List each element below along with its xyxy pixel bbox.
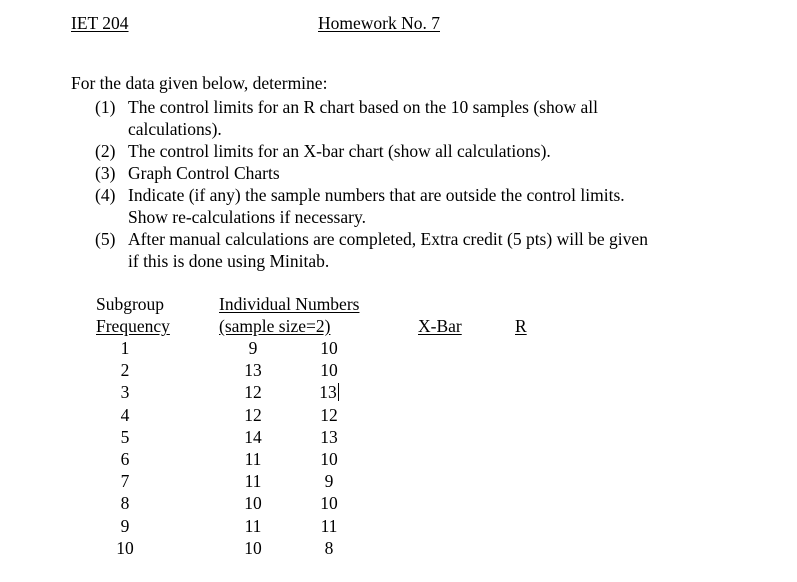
item-number: (3)	[95, 163, 116, 183]
sample-value-1: 12	[244, 405, 262, 425]
subgroup-number: 4	[120, 405, 130, 425]
sample-value-2: 13	[319, 382, 337, 402]
page-title: Homework No. 7	[318, 13, 440, 33]
item-text: Indicate (if any) the sample numbers that are outside the control limits.	[128, 185, 625, 205]
item-text-continued: Show re-calculations if necessary.	[128, 207, 366, 227]
sample-value-2: 8	[324, 538, 334, 558]
subgroup-number: 3	[120, 382, 130, 402]
item-number: (4)	[95, 185, 116, 205]
text-cursor	[338, 383, 339, 401]
sample-value-1: 12	[244, 382, 262, 402]
frequency-header: Frequency	[96, 316, 170, 336]
subgroup-number: 6	[120, 449, 130, 469]
item-text-continued: if this is done using Minitab.	[128, 251, 330, 271]
sample-size-header: (sample size=2)	[219, 316, 331, 336]
sample-value-2: 12	[320, 405, 338, 425]
item-text: Graph Control Charts	[128, 163, 280, 183]
subgroup-header: Subgroup	[96, 294, 165, 314]
subgroup-number: 2	[120, 360, 130, 380]
sample-value-1: 14	[244, 427, 262, 447]
sample-value-2: 11	[320, 516, 338, 536]
item-text: The control limits for an X-bar chart (show all calculations).	[128, 141, 551, 161]
subgroup-number: 5	[120, 427, 130, 447]
sample-value-2: 10	[320, 493, 338, 513]
xbar-header: X-Bar	[418, 316, 462, 336]
range-header: R	[515, 316, 527, 336]
course-code: IET 204	[71, 13, 129, 33]
sample-value-1: 11	[244, 516, 262, 536]
sample-value-2: 10	[320, 338, 338, 358]
item-text-continued: calculations).	[128, 119, 222, 139]
sample-value-2: 10	[320, 360, 338, 380]
sample-value-2: 13	[320, 427, 338, 447]
subgroup-number: 1	[120, 338, 130, 358]
sample-value-1: 9	[248, 338, 258, 358]
item-number: (2)	[95, 141, 116, 161]
item-number: (5)	[95, 229, 116, 249]
sample-value-2: 9	[324, 471, 334, 491]
individual-numbers-header: Individual Numbers	[219, 294, 360, 314]
instructions-intro: For the data given below, determine:	[71, 73, 328, 93]
subgroup-number: 9	[120, 516, 130, 536]
sample-value-1: 11	[244, 471, 262, 491]
subgroup-number: 8	[120, 493, 130, 513]
item-text: The control limits for an R chart based on the 10 samples (show all	[128, 97, 598, 117]
sample-value-1: 11	[244, 449, 262, 469]
sample-value-1: 13	[244, 360, 262, 380]
sample-value-2: 10	[320, 449, 338, 469]
subgroup-number: 7	[120, 471, 130, 491]
subgroup-number: 10	[116, 538, 134, 558]
sample-value-1: 10	[244, 493, 262, 513]
item-text: After manual calculations are completed, Extra credit (5 pts) will be given	[128, 229, 648, 249]
item-number: (1)	[95, 97, 116, 117]
sample-value-1: 10	[244, 538, 262, 558]
